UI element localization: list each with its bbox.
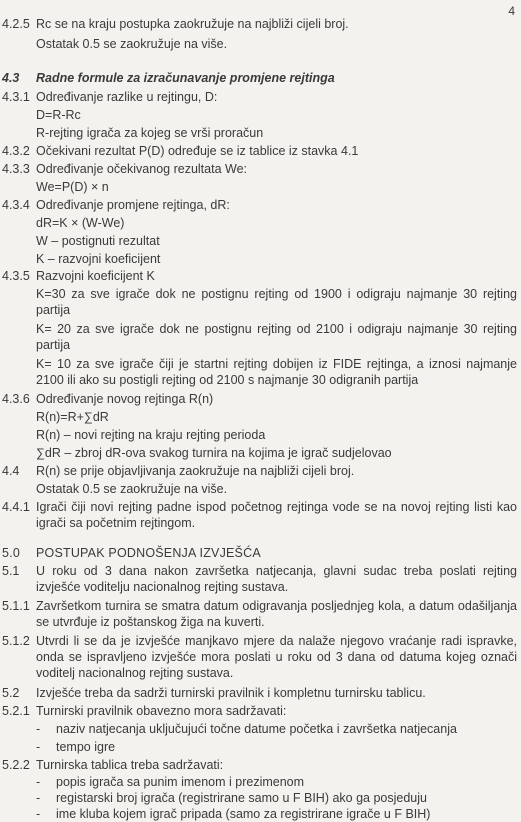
- clause-number: 4.2.5: [2, 17, 30, 31]
- heading-text: Radne formule za izračunavanje promjene rejtinga: [36, 71, 335, 85]
- bullet-dash: -: [36, 740, 41, 754]
- page-number: 4: [508, 4, 515, 18]
- clause-text: Određivanje očekivanog rezultata We:: [36, 162, 247, 176]
- clause-text: Određivanje promjene rejtinga, dR:: [36, 198, 230, 212]
- clause-text: R(n) se prije objavljivanja zaokružuje na najbliži cijeli broj.: [36, 464, 355, 478]
- clause-number: 5.1.1: [2, 599, 30, 613]
- clause-text: Rc se na kraju postupka zaokružuje na najbliži cijeli broj.: [36, 17, 349, 31]
- clause-text: Turnirski pravilnik obavezno mora sadržavati:: [36, 704, 287, 718]
- clause-number: 4.3.4: [2, 198, 30, 212]
- clause-number: 4.3.5: [2, 269, 30, 283]
- clause-text: U roku od 3 dana nakon završetka natjecanja, glavni sudac treba poslati rejting izvješće voditelju nacionalnog rejting sustava.: [36, 564, 517, 594]
- clause-text: K= 10 za sve igrače čiji je startni rejting dobijen iz FIDE rejtinga, a iznosi najmanje 2100 ili ako su postigli rejting od 2100 s najmanje 30 odigranih partija: [36, 357, 517, 387]
- formula-text: dR=K × (W-We): [36, 216, 125, 230]
- list-item-text: naziv natjecanja uključujući točne datume početka i završetka natjecanja: [56, 722, 457, 736]
- formula-text: We=P(D) × n: [36, 180, 109, 194]
- clause-text: W – postignuti rezultat: [36, 234, 160, 248]
- clause-text: Utvrdi li se da je izvješće manjkavo mjere da nalaže njegovo vraćanje radi ispravke, onda se ispravljeno izvješće mora poslati u roku od 3 dana od datuma kojeg označi voditelj nacionalnog rejting sustava.: [36, 634, 517, 680]
- clause-number: 4.3.3: [2, 162, 30, 176]
- clause-text: Očekivani rezultat P(D) određuje se iz tablice iz stavka 4.1: [36, 144, 359, 158]
- clause-text: R(n) – novi rejting na kraju rejting perioda: [36, 428, 266, 442]
- clause-number: 5.1.2: [2, 634, 30, 648]
- clause-text: Izvješće treba da sadrži turnirski pravilnik i kompletnu turnirsku tablicu.: [36, 686, 426, 700]
- bullet-dash: -: [36, 775, 41, 789]
- clause-number: 4.4: [2, 464, 20, 478]
- clause-text: R-rejting igrača za kojeg se vrši proračun: [36, 126, 264, 140]
- clause-number: 5.0: [2, 546, 20, 560]
- clause-number: 4.3.2: [2, 144, 30, 158]
- heading-text: POSTUPAK PODNOŠENJA IZVJEŠĆA: [36, 546, 261, 560]
- clause-text: K= 20 za sve igrače dok ne postignu rejting od 2100 i odigraju najmanje 30 rejting partija: [36, 322, 517, 352]
- clause-text: Ostatak 0.5 se zaokružuje na više.: [36, 37, 228, 51]
- clause-number: 5.2.1: [2, 704, 30, 718]
- clause-text: Igrači čiji novi rejting padne ispod početnog rejtinga vode se na novoj rejting listi kao igrači sa početnim rejtingom.: [36, 500, 517, 530]
- list-item-text: ime kluba kojem igrač pripada (samo za registrirane igrače u F BIH): [56, 807, 431, 821]
- clause-number: 4.3.6: [2, 392, 30, 406]
- clause-text: Ostatak 0.5 se zaokružuje na više.: [36, 482, 228, 496]
- clause-number: 5.1: [2, 564, 20, 578]
- bullet-dash: -: [36, 791, 41, 805]
- clause-text: Određivanje razlike u rejtingu, D:: [36, 90, 218, 104]
- clause-text: K=30 za sve igrače dok ne postignu rejting od 1900 i odigraju najmanje 30 rejting partija: [36, 287, 517, 317]
- clause-text: ∑dR – zbroj dR-ova svakog turnira na kojima je igrač sudjelovao: [36, 446, 392, 460]
- clause-number: 5.2.2: [2, 758, 30, 772]
- list-item-text: popis igrača sa punim imenom i prezimenom: [56, 775, 305, 789]
- clause-text: Razvojni koeficijent K: [36, 269, 155, 283]
- clause-text: Završetkom turnira se smatra datum odigravanja posljednjeg kola, a datum odašiljanja se utvrđuje iz poštanskog žiga na kuverti.: [36, 599, 517, 629]
- clause-number: 5.2: [2, 686, 20, 700]
- clause-number: 4.3.1: [2, 90, 30, 104]
- list-item-text: tempo igre: [56, 740, 116, 754]
- formula-text: D=R-Rc: [36, 108, 81, 122]
- clause-number: 4.4.1: [2, 500, 30, 514]
- bullet-dash: -: [36, 722, 41, 736]
- clause-number: 4.3: [2, 71, 20, 85]
- bullet-dash: -: [36, 807, 41, 821]
- clause-text: K – razvojni koeficijent: [36, 252, 161, 266]
- formula-text: R(n)=R+∑dR: [36, 410, 109, 424]
- list-item-text: registarski broj igrača (registrirane samo u F BIH) ako ga posjeduju: [56, 791, 427, 805]
- clause-text: Turnirska tablica treba sadržavati:: [36, 758, 224, 772]
- clause-text: Određivanje novog rejtinga R(n): [36, 392, 214, 406]
